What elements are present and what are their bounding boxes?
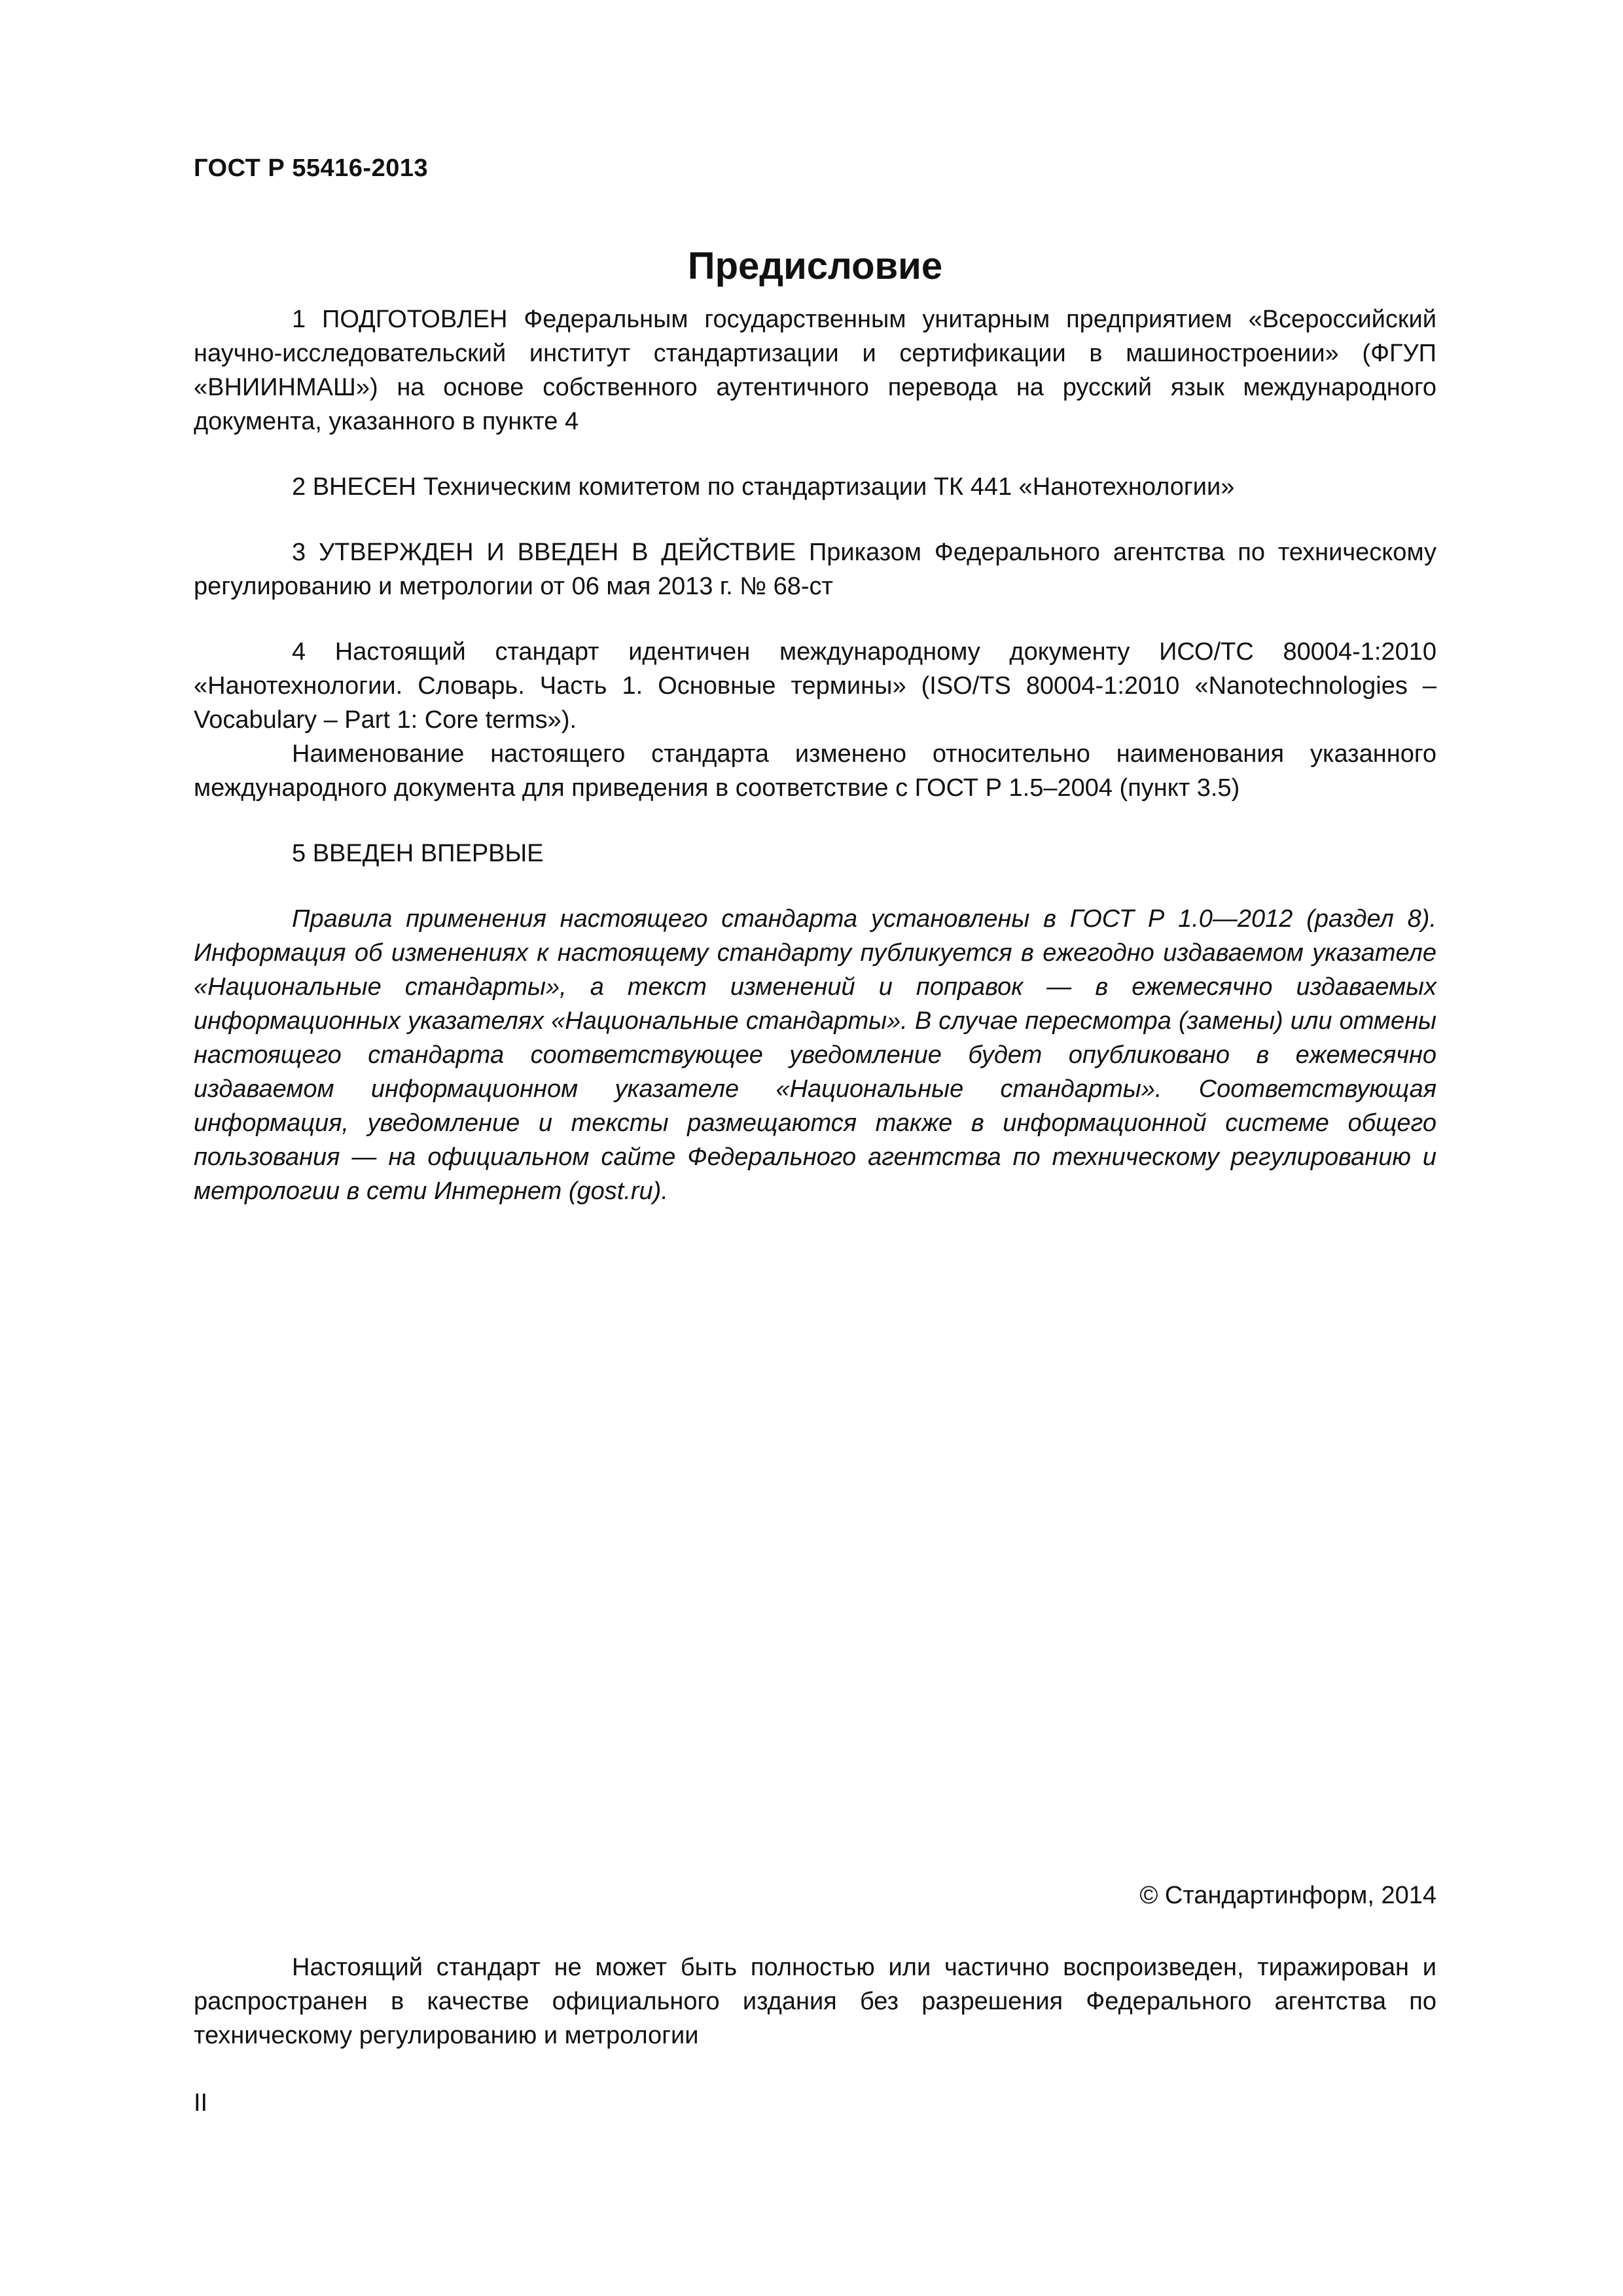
- paragraph-prepared: 1 ПОДГОТОВЛЕН Федеральным государственным унитарным предприятием «Всероссийский научно-исследовательский институт стандартизации и сертификации в машиностроении» (ФГУП «ВНИИНМАШ») на основе собственного аутентичного перевода на русский язык международного документа, указанного в пункте 4: [194, 306, 1436, 435]
- page-number: II: [194, 2089, 208, 2117]
- paragraph-approved: 3 УТВЕРЖДЕН И ВВЕДЕН В ДЕЙСТВИЕ Приказом Федерального агентства по техническому регулированию и метрологии от 06 мая 2013 г. № 68-ст: [194, 539, 1436, 600]
- standard-code: ГОСТ Р 55416-2013: [194, 154, 429, 182]
- paragraph-name-changed: Наименование настоящего стандарта изменено относительно наименования указанного международного документа для приведения в соответствие с ГОСТ Р 1.5–2004 (пункт 3.5): [194, 740, 1436, 802]
- paragraph-first-introduced: 5 ВВЕДЕН ВПЕРВЫЕ: [292, 840, 544, 867]
- copyright-line: © Стандартинформ, 2014: [1139, 1882, 1436, 1909]
- paragraph-introduced: 2 ВНЕСЕН Техническим комитетом по стандартизации ТК 441 «Нанотехнологии»: [292, 473, 1235, 501]
- reproduction-notice: Настоящий стандарт не может быть полностью или частично воспроизведен, тиражирован и распространен в качестве официального издания без разрешения Федерального агентства по техническому регулированию и метрологии: [194, 1954, 1436, 2049]
- preface-body: [194, 302, 1436, 1208]
- paragraph-application-rules: Правила применения настоящего стандарта установлены в ГОСТ Р 1.0—2012 (раздел 8). Информация об изменениях к настоящему стандарту публикуется в ежегодно издаваемом указателе «Национальные стандарты», а текст изменений и поправок — в ежемесячно издаваемых информационных указателях «Национальные стандарты». В случае пересмотра (замены) или отмены настоящего стандарта соответствующее уведомление будет опубликовано в ежемесячно издаваемом информационном указателе «Национальные стандарты». Соответствующая информация, уведомление и тексты размещаются также в информационной системе общего пользования — на официальном сайте Федерального агентства по техническому регулированию и метрологии в сети Интернет (gost.ru).: [194, 905, 1436, 1205]
- page-title: Предисловие: [687, 245, 943, 287]
- paragraph-identical: 4 Настоящий стандарт идентичен международному документу ИСО/ТС 80004-1:2010 «Нанотехнологии. Словарь. Часть 1. Основные термины» (ISO/TS 80004-1:2010 «Nanotechnologies – Vocabulary – Part 1: Core terms»).: [194, 638, 1436, 734]
